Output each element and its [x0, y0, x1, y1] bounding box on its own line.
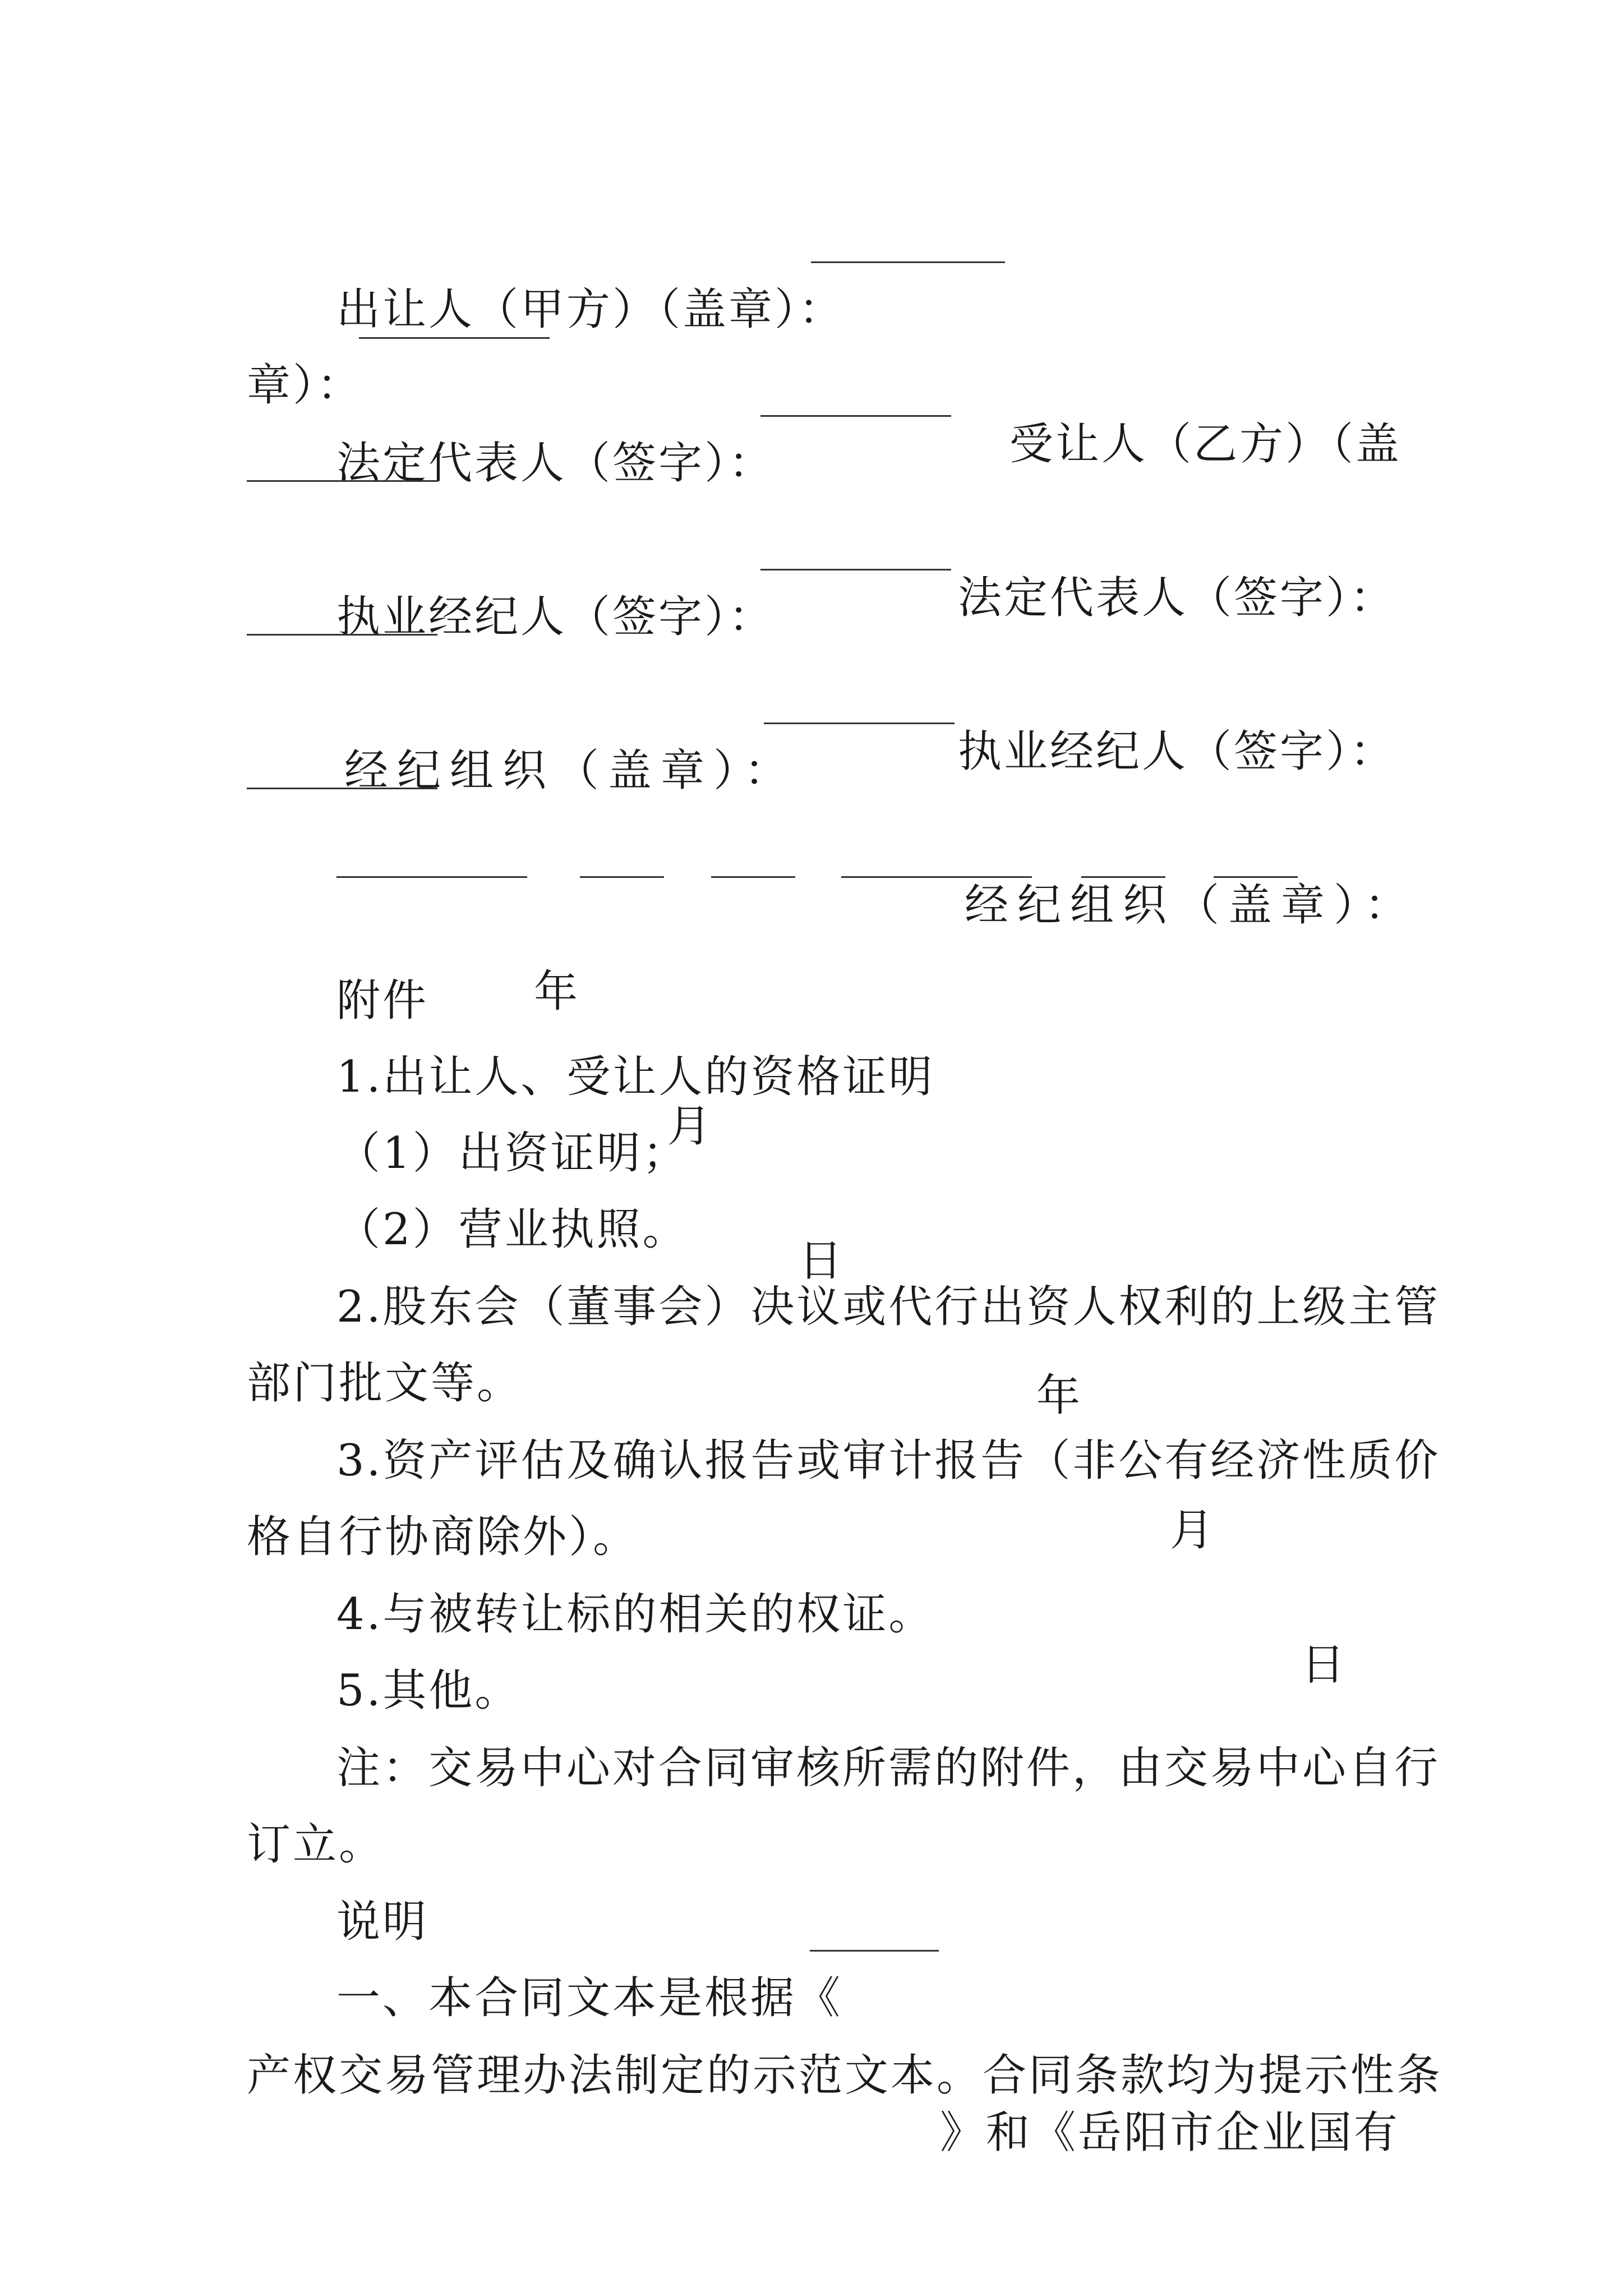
broker-b-blank[interactable]: [247, 589, 437, 636]
party-b-seal-blank[interactable]: [359, 292, 550, 339]
attachment-note: 注：交易中心对合同审核所需的附件，由交易中心自行: [336, 1743, 1441, 1793]
date-a-year-blank[interactable]: [336, 831, 527, 878]
notes-para1-part-b: 》和《岳阳市企业国有: [940, 2108, 1400, 2158]
list-item: [0, 1513, 1623, 1640]
date-a-day-blank[interactable]: [711, 831, 795, 878]
legal-rep-b-blank[interactable]: [247, 435, 437, 482]
notes-para1-part-a: 一、本合同文本是根据《: [336, 1973, 843, 2023]
broker-a-label: 执业经纪人（签字）：: [336, 592, 775, 642]
legal-rep-a-blank[interactable]: [760, 370, 951, 417]
list-item: [0, 1129, 1623, 1255]
org-b-label: 经纪组织（盖章）：: [965, 880, 1418, 931]
broker-b-label: 执业经纪人（签字）：: [958, 726, 1396, 777]
party-b-seal-label: 受让人（乙方）（盖: [1009, 419, 1402, 470]
date-a-month-label: 月: [667, 1101, 714, 1152]
attachment-item-2-cont: 部门批文等。: [247, 1358, 523, 1409]
date-b-year-label: 年: [1036, 1370, 1083, 1421]
legal-rep-a-label: 法定代表人（签字）：: [336, 438, 775, 489]
list-item: [0, 1667, 1623, 1793]
attachments-heading: 附件: [336, 976, 429, 1026]
date-b-day-blank[interactable]: [1214, 831, 1298, 878]
date-a-day-label: 日: [799, 1236, 845, 1286]
attachment-item-4: 4.与被转让标的相关的权证。: [336, 1589, 935, 1640]
party-b-seal-label-cont: 章）：: [247, 360, 363, 411]
list-item: [0, 976, 1623, 1102]
org-b-blank-row: [0, 743, 1623, 810]
attachment-item-1-2: （2）营业执照。: [336, 1204, 689, 1255]
attachment-item-3-cont: 格自行协商除外）。: [247, 1512, 639, 1562]
notes-para1-line2-row: [0, 1975, 1623, 2101]
notes-para1-line2: 产权交易管理办法制定的示范文本。合同条款均为提示性条: [247, 2050, 1443, 2101]
date-a-year-label: 年: [534, 967, 580, 1017]
attachments-heading-row: [0, 900, 1623, 1026]
date-b-month-blank[interactable]: [1081, 831, 1165, 878]
list-item: [0, 1206, 1623, 1332]
org-a-blank[interactable]: [764, 678, 955, 724]
org-a-label: 经纪组织（盖章）：: [344, 746, 797, 796]
list-item: [0, 1590, 1623, 1716]
org-b-blank[interactable]: [247, 743, 437, 789]
attachment-item-1-1: （1）出资证明；: [336, 1128, 689, 1179]
date-b-day-label: 日: [1301, 1640, 1348, 1690]
notes-heading: 说明: [336, 1897, 429, 1947]
list-item: [0, 1360, 1623, 1486]
list-item: [0, 1052, 1623, 1179]
broker-b-blank-row: [0, 589, 1623, 656]
legal-rep-b-label: 法定代表人（签字）：: [958, 573, 1396, 623]
legal-rep-b-blank-row: [0, 435, 1623, 503]
list-item: [0, 1282, 1623, 1409]
party-a-seal-label: 出让人（甲方）（盖章）：: [336, 284, 845, 335]
list-item: [0, 1436, 1623, 1562]
attachment-item-3: 3.资产评估及确认报告或审计报告（非公有经济性质价: [336, 1435, 1441, 1486]
attachment-item-5: 5.其他。: [336, 1665, 521, 1716]
attachment-item-1: 1.出让人、受让人的资格证明: [336, 1052, 935, 1102]
law-name-blank[interactable]: [810, 1905, 939, 1952]
date-a-month-blank[interactable]: [580, 831, 664, 878]
broker-a-blank[interactable]: [760, 524, 951, 570]
date-b-month-label: 月: [1170, 1505, 1216, 1556]
notes-heading-row: [0, 1821, 1623, 1947]
date-b-year-blank[interactable]: [841, 831, 1032, 878]
list-item: [0, 1743, 1623, 1870]
attachment-item-2: 2.股东会（董事会）决议或代行出资人权利的上级主管: [336, 1282, 1441, 1332]
attachment-note-cont: 订立。: [247, 1819, 385, 1870]
party-a-seal-blank[interactable]: [811, 217, 1005, 263]
party-b-seal-row-cont: [0, 284, 1623, 411]
